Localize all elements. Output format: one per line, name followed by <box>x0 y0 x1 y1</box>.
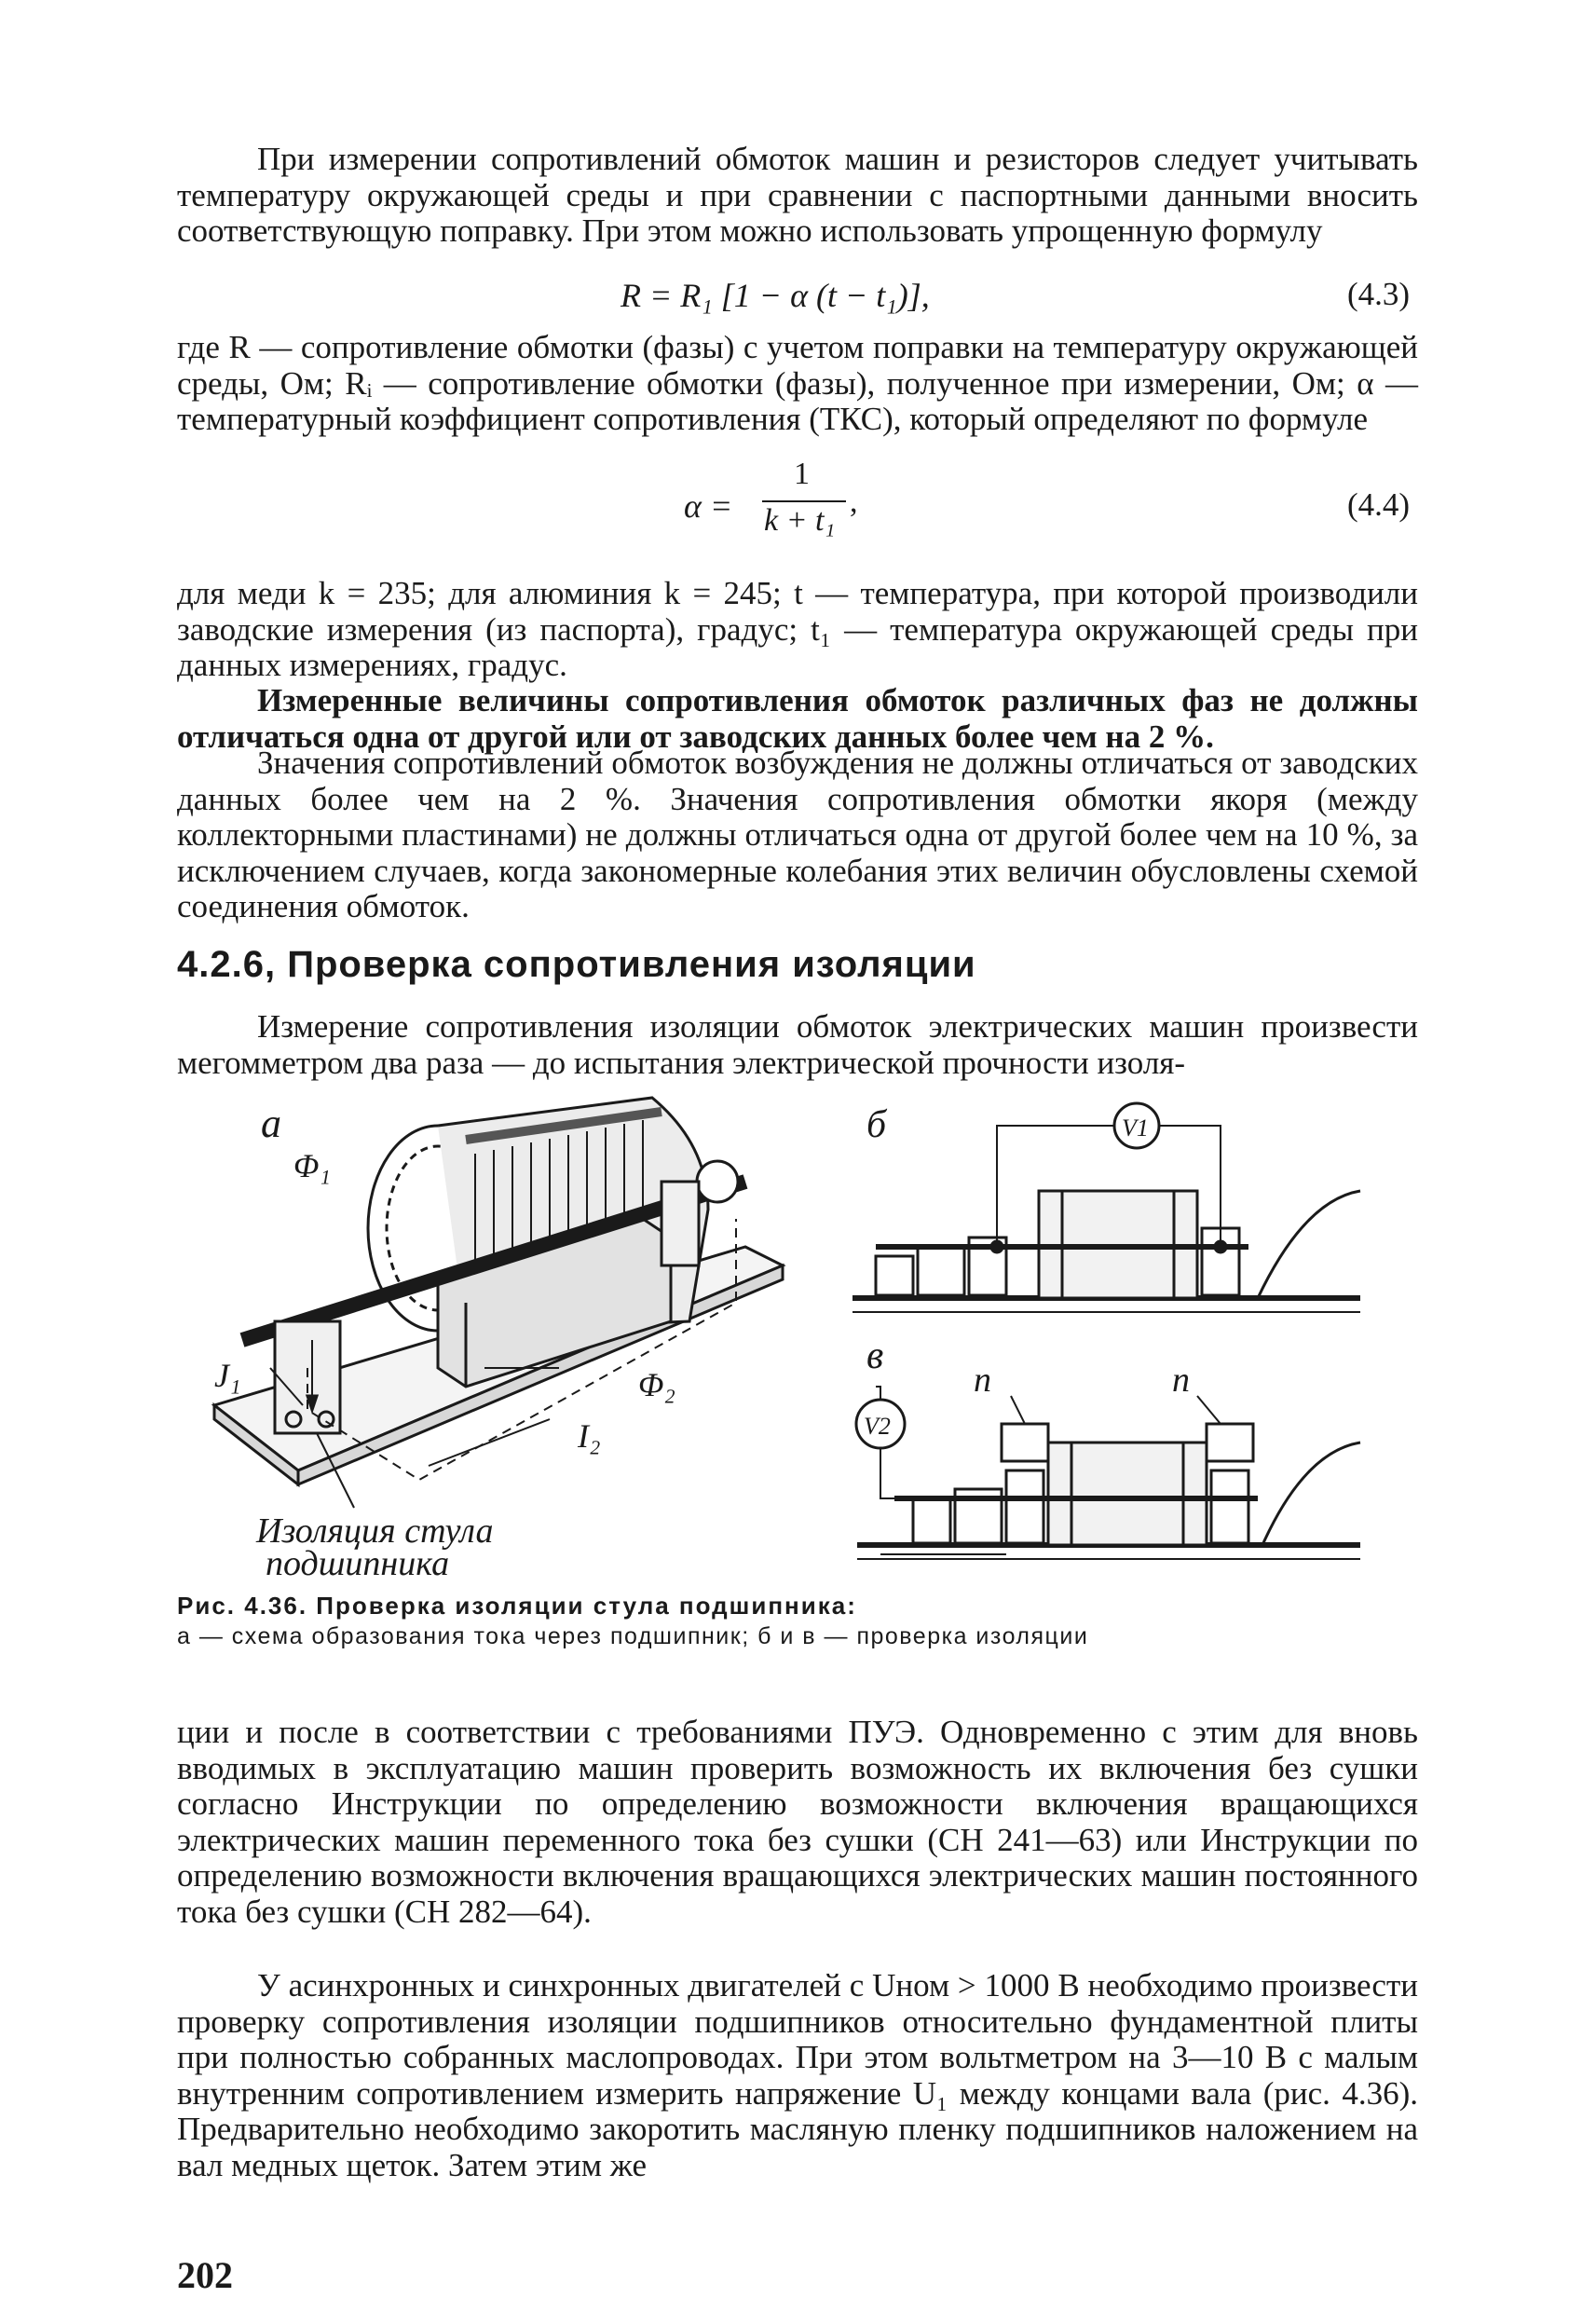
label-v1: V1 <box>1122 1114 1149 1142</box>
formula-4-4 <box>684 457 1317 550</box>
leader-i2 <box>429 1419 550 1466</box>
label-v: в <box>866 1334 884 1377</box>
coupling-v-1 <box>913 1498 950 1543</box>
label-p-right: п <box>1172 1361 1190 1400</box>
equation-number-4-3: (4.3) <box>1347 276 1411 312</box>
formula-4-4-tail: , <box>850 485 858 519</box>
fraction-bar <box>762 500 846 502</box>
formula-4-3: R = R₁ [1 − α (t − t₁)], <box>621 277 930 314</box>
paragraph-intro-text: При измерении сопротивлений обмоток машин и резисторов следует учитывать температуру окружающей среды и при сравнении с паспортными данными вносить соответствующую поправку. При этом можно использовать упрощенную формулу <box>177 141 1418 249</box>
paragraph-where-text: где R — сопротивление обмотки (фазы) с учетом поправки на температуру окружающей среды, Ом; Rᵢ — сопротивление обмотки (фазы), полученное при измерении, Ом; α — температурный коэффициент сопротивления (ТКС), который определяют по формуле <box>177 329 1418 437</box>
figure-caption-title: Рис. 4.36. Проверка изоляции стула подшипника: <box>177 1592 857 1620</box>
paragraph-async <box>177 1968 1418 2183</box>
label-i2: I₂ <box>578 1417 601 1455</box>
contact-b-left <box>991 1241 1003 1252</box>
figure-caption-description: а — схема образования тока через подшипник; б и в — проверка изоляции <box>177 1623 1089 1649</box>
bearing-pedestal-right <box>662 1182 699 1265</box>
formula-4-4-lhs: α = <box>684 487 733 525</box>
page-number: 202 <box>177 2254 233 2296</box>
paragraph-async-text: У асинхронных и синхронных двигателей с Uном > 1000 В необходимо произвести проверку сопротивления изоляции подшипников относительно фундаментной плиты при полностью собранных маслопроводах. При этом вольтметром на 3—10 В с малым внутренним сопротивлением измерить напряжение U₁ между концами вала (рис. 4.36). Предварительно необходимо закоротить масляную пленку подшипников наложением на вал медных щеток. Затем этим же <box>177 1967 1418 2183</box>
label-i1: J₁ <box>214 1357 241 1394</box>
label-a: а <box>261 1101 281 1146</box>
fan-arc-v <box>1262 1443 1360 1545</box>
figure-part-a <box>214 1098 783 1582</box>
contact-b-right <box>1215 1241 1226 1252</box>
figure-part-v <box>856 1334 1360 1559</box>
figure-4-36 <box>186 1088 1416 1582</box>
paragraph-insulation <box>177 1009 1418 1081</box>
paragraph-insulation-text: Измерение сопротивления изоляции обмоток электрических машин произвести мегомметром два раза — до испытания электрической прочности изоля- <box>177 1008 1418 1081</box>
paragraph-excitation-text: Значения сопротивлений обмоток возбуждения не должны отличаться от заводских данных более чем на 2 %. Значения сопротивления обмотки якоря (между коллекторными пластинами) не должны отличаться одна от другой более чем на 10 %, за исключением случаев, когда закономерные колебания этих величин обусловлены схемой соединения обмоток. <box>177 745 1418 924</box>
equation-number-4-4: (4.4) <box>1347 486 1411 523</box>
label-phi1: Φ₁ <box>293 1147 331 1184</box>
paragraph-copper-text: для меди k = 235; для алюминия k = 245; t — температура, при которой производили заводские измерения (из паспорта), градус; t₁ — температура окружающей среды при данных измерениях, градус. <box>177 575 1418 683</box>
formula-4-4-numerator: 1 <box>794 457 810 491</box>
coupling-b-1 <box>876 1256 913 1295</box>
paragraph-after-text: ции и после в соответствии с требованиями ПУЭ. Одновременно с этим для вновь вводимых в эксплуатацию машин проверить возможность их включения без сушки согласно Инструкции по определению возможности включения вращающихся электрических машин переменного тока без сушки (СН 241—63) или Инструкции по определению возможности включения вращающихся электрических машин постоянного тока без сушки (СН 282—64). <box>177 1714 1418 1930</box>
leader-p-right <box>1197 1396 1221 1424</box>
wire-v-top <box>876 1387 880 1400</box>
figure-part-b <box>853 1103 1360 1312</box>
fan-arc-b <box>1258 1191 1360 1298</box>
paragraph-excitation <box>177 745 1418 925</box>
paragraph-copper <box>177 576 1418 684</box>
leader-p-left <box>1011 1396 1025 1424</box>
paragraph-after <box>177 1715 1418 1930</box>
section-heading: 4.2.6, Проверка сопротивления изоляции <box>177 944 976 985</box>
label-phi2: Φ₂ <box>638 1366 675 1403</box>
paragraph-where <box>177 330 1418 438</box>
label-v2: V2 <box>864 1413 891 1440</box>
shaft-end <box>697 1161 738 1202</box>
label-b: б <box>866 1103 887 1146</box>
jumper-v-left <box>1002 1424 1048 1461</box>
label-insulation-2: подшипника <box>266 1544 450 1582</box>
figure-drawing <box>186 1088 1416 1582</box>
formula-4-4-denominator: k + t₁ <box>764 503 836 538</box>
paragraph-intro <box>177 142 1418 250</box>
wire-v-left <box>880 1448 913 1498</box>
jumper-v-right <box>1207 1424 1253 1461</box>
bearing-v-left <box>1006 1470 1044 1543</box>
paragraph-phases-text: Измеренные величины сопротивления обмоток различных фаз не должны отличаться одна от другой или от заводских данных более чем на 2 %. <box>177 682 1418 755</box>
coupling-b-2 <box>918 1247 964 1295</box>
label-p-left: п <box>974 1361 991 1400</box>
label-insulation-1: Изоляция стула <box>256 1511 494 1551</box>
bearing-v-right <box>1211 1470 1248 1543</box>
